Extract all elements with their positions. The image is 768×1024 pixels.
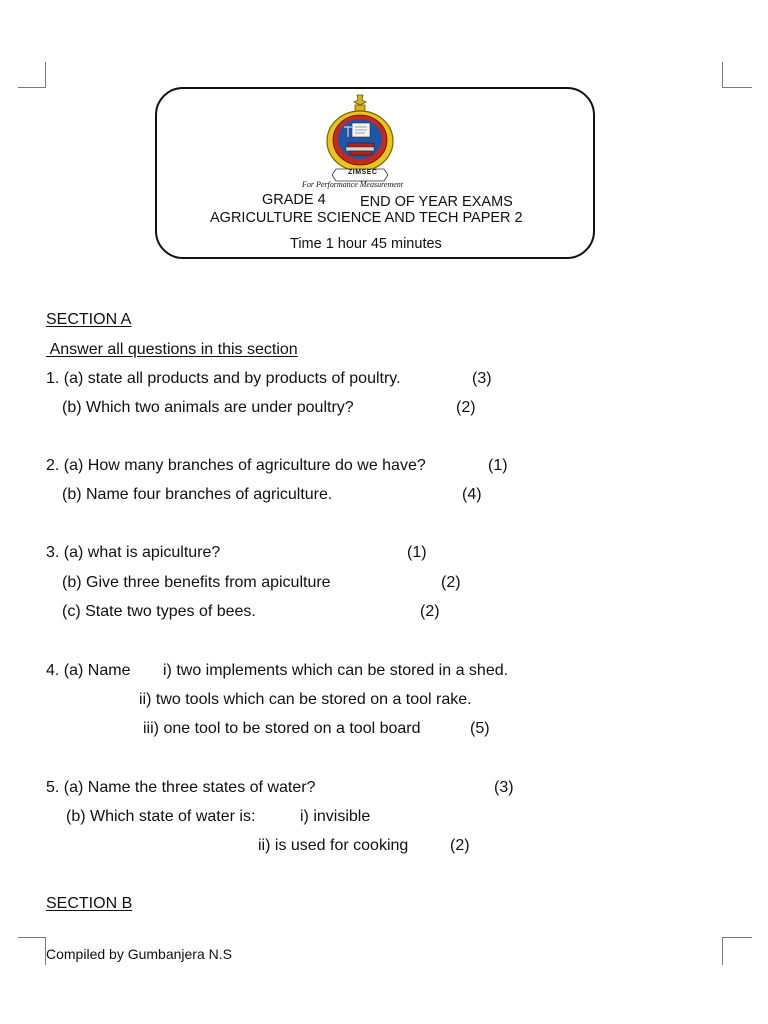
crop-mark-top-left bbox=[45, 62, 46, 88]
crop-mark-bottom-right bbox=[722, 937, 752, 938]
crop-mark-bottom-right bbox=[722, 937, 723, 965]
question-5b-ii: ii) is used for cooking bbox=[258, 837, 409, 854]
question-1b: (b) Which two animals are under poultry? bbox=[62, 399, 354, 416]
question-5b-i: i) invisible bbox=[300, 808, 371, 825]
question-4-marks: (5) bbox=[470, 720, 490, 737]
grade-label: GRADE 4 bbox=[262, 192, 326, 208]
question-2b: (b) Name four branches of agriculture. bbox=[62, 486, 333, 503]
question-2a: 2. (a) How many branches of agriculture do we have? bbox=[46, 457, 426, 474]
time-label: Time 1 hour 45 minutes bbox=[290, 236, 442, 252]
exam-label: END OF YEAR EXAMS bbox=[360, 194, 513, 210]
question-2b-marks: (4) bbox=[462, 486, 482, 503]
crop-mark-top-left bbox=[18, 87, 46, 88]
question-3b: (b) Give three benefits from apiculture bbox=[62, 574, 331, 591]
subject-label: AGRICULTURE SCIENCE AND TECH PAPER 2 bbox=[210, 210, 523, 226]
question-1a: 1. (a) state all products and by products of poultry. bbox=[46, 370, 401, 387]
crop-mark-bottom-left bbox=[18, 937, 46, 938]
compiled-by-footer: Compiled by Gumbanjera N.S bbox=[46, 946, 232, 962]
question-5a: 5. (a) Name the three states of water? bbox=[46, 779, 316, 796]
zimsec-seal-icon bbox=[300, 93, 420, 191]
seal-banner-text: ZIMSEC bbox=[348, 169, 378, 176]
section-a-instruction: Answer all questions in this section bbox=[46, 341, 298, 358]
question-4a-ii: ii) two tools which can be stored on a tool rake. bbox=[139, 691, 472, 708]
question-2a-marks: (1) bbox=[488, 457, 508, 474]
question-4a-iii: iii) one tool to be stored on a tool board bbox=[143, 720, 421, 737]
question-3c-marks: (2) bbox=[420, 603, 440, 620]
question-5a-marks: (3) bbox=[494, 779, 514, 796]
question-4a-i: i) two implements which can be stored in a shed. bbox=[163, 662, 509, 679]
section-b-heading: SECTION B bbox=[46, 895, 133, 912]
motto-text: For Performance Measurement bbox=[302, 180, 404, 189]
question-3a-marks: (1) bbox=[407, 544, 427, 561]
section-a-heading: SECTION A bbox=[46, 311, 132, 328]
question-5b-marks: (2) bbox=[450, 837, 470, 854]
question-1a-marks: (3) bbox=[472, 370, 492, 387]
crop-mark-top-right bbox=[722, 87, 752, 88]
question-4a: 4. (a) Name bbox=[46, 662, 131, 679]
question-5b: (b) Which state of water is: bbox=[66, 808, 256, 825]
question-1b-marks: (2) bbox=[456, 399, 476, 416]
question-3a: 3. (a) what is apiculture? bbox=[46, 544, 221, 561]
question-3c: (c) State two types of bees. bbox=[62, 603, 256, 620]
question-3b-marks: (2) bbox=[441, 574, 461, 591]
crop-mark-top-right bbox=[722, 62, 723, 88]
